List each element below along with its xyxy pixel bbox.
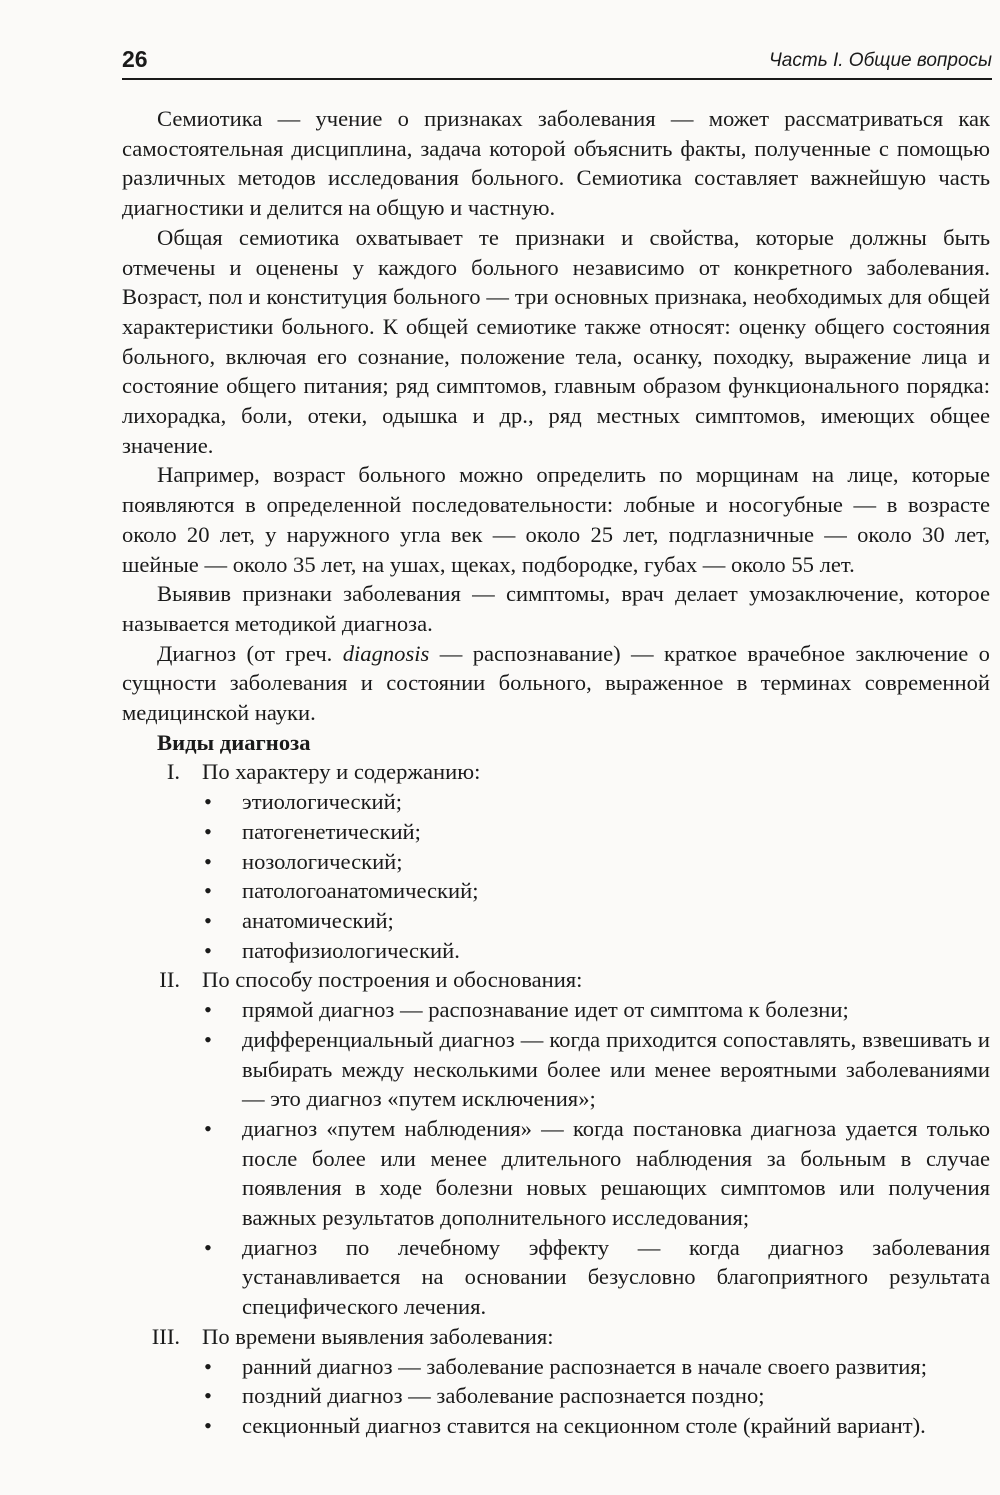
bullet-icon: •: [204, 1353, 212, 1379]
list-item-text: диагноз «путем наблюдения» — когда постановка диагноза удается только после более или менее длительного наблюдения за больным в случае появления в ходе болезни новых решающих симптомов или получения важных результатов дополнительного исследования;: [242, 1115, 990, 1231]
list-item: [122, 1025, 990, 1114]
group-label-text: По времени выявления заболевания:: [202, 1323, 554, 1349]
bullet-icon: •: [204, 1234, 212, 1260]
bullet-icon: •: [204, 937, 212, 963]
bullet-icon: •: [204, 1412, 212, 1438]
paragraph-age-wrinkles: Например, возраст больного можно определить по морщинам на лице, которые появляются в определенной последовательности: лобные и носогубные — в возрасте около 20 лет, у наружного угла век — около 25 лет, подглазничные — около 30 лет, шейные — около 35 лет, на ушах, щеках, подбородке, губах — около 55 лет.: [122, 462, 990, 577]
list-item-text: этиологический;: [242, 789, 403, 815]
paragraph-diagnosis-method: Выявив признаки заболевания — симптомы, врач делает умозаключение, которое называется методикой диагноза.: [122, 581, 990, 636]
paragraph-general-semiotics: Общая семиотика охватывает те признаки и свойства, которые должны быть отмечены и оценены у каждого больного независимо от конкретного заболевания. Возраст, пол и конституция больного — три основных признака, необходимых для общей характеристики больного. К общей семиотике также относят: оценку общего состояния больного, включая его сознание, положение тела, осанку, походку, выражение лица и состояние общего питания; ряд симптомов, главным образом функционального порядка: лихорадка, боли, отеки, одышка и др., ряд местных симптомов, имеющих общее значение.: [122, 224, 990, 458]
list-item-text: патогенетический;: [242, 818, 421, 844]
bullet-icon: •: [204, 997, 212, 1023]
list-item-text: дифференциальный диагноз — когда приходится сопоставлять, взвешивать и выбирать между несколькими более или менее вероятными заболеваниями — это диагноз «путем исключения»;: [242, 1026, 990, 1112]
group-label: [122, 1322, 990, 1352]
definition-after: — распознавание) — краткое врачебное заключение о сущности заболевания и состоянии больного, выраженное в терминах современной медицинской науки.: [122, 640, 990, 726]
bullet-icon: •: [204, 1115, 212, 1141]
bullet-icon: •: [204, 848, 212, 874]
group-label: [122, 965, 990, 995]
page-body: [122, 104, 990, 1441]
list-item-text: нозологический;: [242, 848, 403, 874]
list-item-text: секционный диагноз ставится на секционном столе (крайний вариант).: [242, 1412, 926, 1438]
page-number: 26: [122, 46, 148, 72]
list-item: [122, 1411, 990, 1441]
diagnosis-types-list: [122, 757, 990, 1440]
definition-term: diagnosis: [342, 640, 430, 666]
list-item-text: поздний диагноз — заболевание распознается поздно;: [242, 1383, 765, 1409]
list-item-text: патологоанатомический;: [242, 878, 479, 904]
paragraph-diagnosis-definition: [122, 639, 990, 728]
list-item-text: патофизиологический.: [242, 937, 460, 963]
running-title: Часть I. Общие вопросы: [769, 50, 992, 71]
group-numeral: III.: [151, 1323, 180, 1349]
group-label: [122, 757, 990, 787]
list-item: [122, 787, 990, 817]
group-label-text: По способу построения и обоснования:: [202, 967, 583, 993]
list-item: [122, 1352, 990, 1382]
bullet-list: [122, 995, 990, 1322]
list-item: [122, 995, 990, 1025]
definition-before: Диагноз (от греч.: [157, 640, 343, 666]
group-numeral: I.: [166, 759, 180, 785]
list-item: [122, 1381, 990, 1411]
bullet-icon: •: [204, 1383, 212, 1409]
list-item: [122, 906, 990, 936]
list-item-text: прямой диагноз — распознавание идет от симптома к болезни;: [242, 997, 849, 1023]
list-item-text: диагноз по лечебному эффекту — когда диагноз заболевания устанавливается на основании безусловно благоприятного результата специфического лечения.: [242, 1234, 990, 1320]
list-item: [122, 847, 990, 877]
list-item: [122, 936, 990, 966]
list-item-text: ранний диагноз — заболевание распознается в начале своего развития;: [242, 1353, 927, 1379]
list-item: [122, 876, 990, 906]
group-numeral: II.: [159, 967, 180, 993]
bullet-list: [122, 1352, 990, 1441]
list-item-text: анатомический;: [242, 907, 394, 933]
bullet-icon: •: [204, 1026, 212, 1052]
group-label-text: По характеру и содержанию:: [202, 759, 481, 785]
list-item: [122, 817, 990, 847]
bullet-icon: •: [204, 907, 212, 933]
page-header: [122, 44, 992, 80]
section-title: Виды диагноза: [157, 729, 311, 755]
bullet-icon: •: [204, 878, 212, 904]
list-item: [122, 1114, 990, 1233]
paragraph-semiotics: Семиотика — учение о признаках заболевания — может рассматриваться как самостоятельная дисциплина, задача которой объяснить факты, полученные с помощью различных методов исследования больного. Семиотика составляет важнейшую часть диагностики и делится на общую и частную.: [122, 106, 990, 221]
bullet-icon: •: [204, 818, 212, 844]
bullet-list: [122, 787, 990, 965]
bullet-icon: •: [204, 789, 212, 815]
list-item: [122, 1233, 990, 1322]
